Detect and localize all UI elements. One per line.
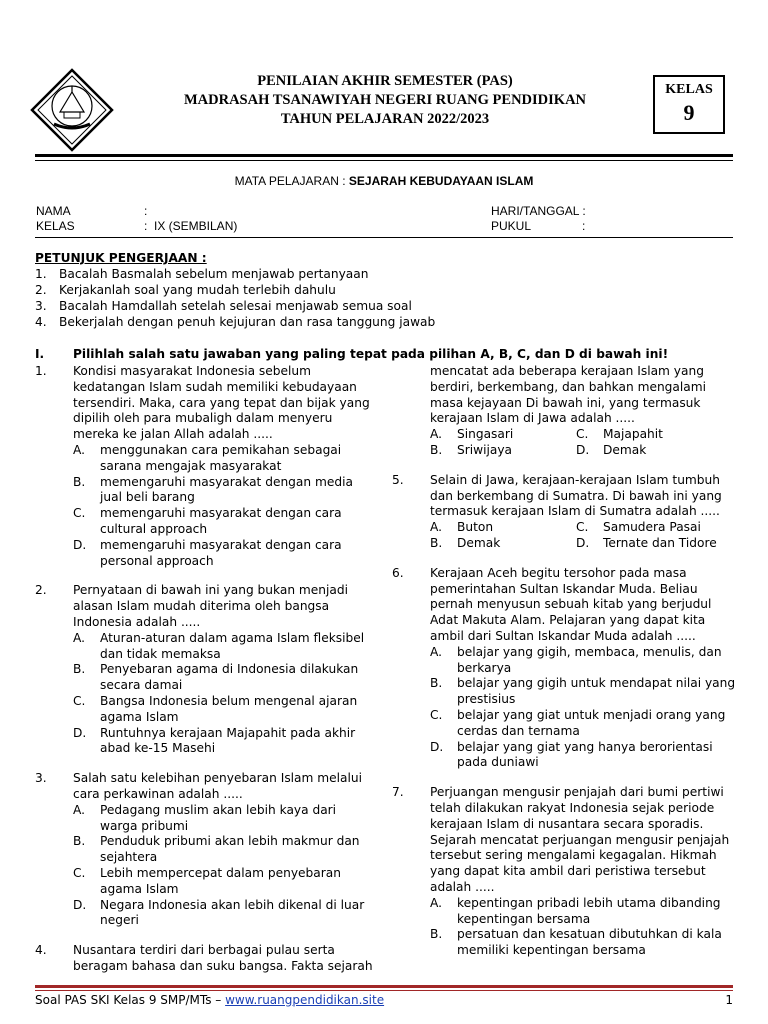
section-number: I. [35,347,45,361]
ministry-logo-icon [30,68,114,152]
class-number: 9 [683,100,695,125]
option-c: C. memengaruhi masyarakat dengan cara cultural approach [73,506,342,536]
option-a: A. belajar yang gigih, membaca, menulis, dan berkarya [430,644,722,675]
question-text-part-2: mencatat ada beberapa kerajaan Islam yang berdiri, berkembang, dan bahkan mengalami masa kejayaan Di bawah ini, yang termasuk kerajaan Islam di Jawa adalah ..... [430,364,707,426]
header-line-1: PENILAIAN AKHIR SEMESTER (PAS) [257,73,513,89]
instruction-item: 4. Bekerjalah dengan penuh kejujuran dan rasa tanggung jawab [35,315,436,329]
class-field-separator: : [144,219,148,233]
question-text: Salah satu kelebihan penyebaran Islam melalui cara perkawinan adalah ..... [73,771,362,801]
question-4: 4. Nusantara terdiri dari berbagai pulau serta beragam bahasa dan suku bangsa. Fakta sejarah [35,943,375,975]
question-text-part-1: Nusantara terdiri dari berbagai pulau serta beragam bahasa dan suku bangsa. Fakta sejarah [73,943,373,973]
time-separator: : [582,219,586,233]
option-c: C. belajar yang giat untuk menjadi orang yang cerdas dan ternama [430,707,726,738]
footer-website-link[interactable]: www.ruangpendidikan.site [225,993,385,1007]
instructions-title: PETUNJUK PENGERJAAN : [35,251,207,265]
option-b: B. Penyebaran agama di Indonesia dilakukan secara damai [73,662,359,693]
section-heading [35,347,668,361]
option-d: D. Runtuhnya kerajaan Majapahit pada akhir abad ke-15 Masehi [73,725,356,756]
question-text: Selain di Jawa, kerajaan-kerajaan Islam tumbuh dan berkembang di Sumatra. Di bawah ini yang termasuk kerajaan Islam di Sumatra adalah ..... [430,472,722,519]
option-a: A. Buton [430,520,494,535]
option-b: B. belajar yang gigih untuk mendapat nilai yang prestisius [430,676,736,707]
option-b: B. Demak [430,535,501,550]
footer-divider-thick [35,985,733,988]
option-d: D. Demak [576,442,647,457]
class-field-label: KELAS [36,219,75,233]
instruction-item: 2. Kerjakanlah soal yang mudah terlebih dahulu [35,283,336,297]
option-b: B. memengaruhi masyarakat dengan media jual beli barang [73,474,353,505]
time-label: PUKUL [491,219,532,233]
date-label: HARI/TANGGAL : [491,204,586,218]
header-line-3: TAHUN PELAJARAN 2022/2023 [280,111,490,127]
footer-divider-thin [35,990,733,991]
left-column [35,364,375,975]
option-c: C. Lebih mempercepat dalam penyebaran agama Islam [73,865,341,896]
question-text: Kerajaan Aceh begitu tersohor pada masa pemerintahan Sultan Iskandar Muda. Beliau pernah menyusun sebuah kitab yang berjudul Adat Makuta Alam. Pelajaran yang dapat kita ambil dari Sultan Iskandar Muda adalah ..... [430,565,712,643]
class-box [653,75,725,134]
option-a: A. Pedagang muslim akan lebih kaya dari warga pribumi [73,802,337,833]
option-a: A. menggunakan cara pemikahan sebagai sarana mengajak masyarakat [73,442,342,473]
option-b: B. Penduduk pribumi akan lebih makmur dan sejahtera [73,834,360,865]
option-b: B. Sriwijaya [430,442,513,457]
exam-header [130,72,640,129]
instruction-item: 1. Bacalah Basmalah sebelum menjawab pertanyaan [35,267,369,281]
page-number: 1 [725,993,733,1007]
class-field-value: IX (SEMBILAN) [154,219,238,233]
option-b: B. persatuan dan kesatuan dibutuhkan di kala memiliki kepentingan bersama [430,927,722,958]
option-d: D. memengaruhi masyarakat dengan cara personal approach [73,537,342,568]
subject-label: MATA PELAJARAN : [234,174,346,188]
header-line-2: MADRASAH TSANAWIYAH NEGERI RUANG PENDIDIKAN [183,92,587,108]
option-c: C. Majapahit [576,427,663,442]
info-divider [35,237,733,238]
instructions [35,250,435,330]
question-7: 7. Perjuangan mengusir penjajah dari bumi pertiwi telah dilakukan rakyat Indonesia sejak periode kerajaan Islam di nusantara secara sporadis. Sejarah mencatat perjuangan mengusir penjajah tersebut sering mengalami kegagalan. Hikmah yang dapat kita ambil dari peristiwa tersebut adalah ..... A. kepentingan pribadi lebih utama dibanding kepentingan bersama B. persatuan dan kesatuan dibutuhkan di kala memiliki kepentingan bersama [392,785,737,959]
right-column [392,364,737,959]
question-text: Pernyataan di bawah ini yang bukan menjadi alasan Islam mudah diterima oleh bangsa Indonesia adalah ..... [73,583,348,629]
option-c: C. Bangsa Indonesia belum mengenal ajaran agama Islam [73,693,358,724]
option-d: D. Negara Indonesia akan lebih dikenal di luar negeri [73,897,365,928]
question-text: Kondisi masyarakat Indonesia sebelum kedatangan Islam sudah memiliki kebudayaan tersendiri. Maka, cara yang tepat dan bijak yang dipilih oleh para mubaligh dalam menyeru mereka ke jalan Allah adalah ..... [73,364,370,442]
option-c: C. Samudera Pasai [576,520,701,535]
option-a: A. Aturan-aturan dalam agama Islam fleksibel dan tidak memaksa [73,630,365,661]
section-instruction: Pilihlah salah satu jawaban yang paling tepat pada pilihan A, B, C, dan D di bawah ini! [73,347,669,361]
option-a: A. Singasari [430,427,514,442]
name-separator: : [144,204,148,218]
question-4-continued [392,364,737,459]
instruction-item: 3. Bacalah Hamdallah setelah selesai menjawab semua soal [35,299,412,313]
subject-line [0,174,768,188]
footer-text: Soal PAS SKI Kelas 9 SMP/MTs – [35,993,226,1007]
option-a: A. kepentingan pribadi lebih utama dibanding kepentingan bersama [430,895,721,926]
header-divider-thin [35,160,733,161]
name-label: NAMA [36,204,71,218]
option-d: D. Ternate dan Tidore [576,535,717,550]
class-label: KELAS [665,82,713,97]
question-5: 5. Selain di Jawa, kerajaan-kerajaan Islam tumbuh dan berkembang di Sumatra. Di bawah ini yang termasuk kerajaan Islam di Sumatra adalah ..... A. Buton C. Samudera Pasai B. Demak D. Ternate dan Tidore [392,473,737,552]
footer [35,993,733,1007]
header-divider-thick [35,154,733,157]
question-text: Perjuangan mengusir penjajah dari bumi pertiwi telah dilakukan rakyat Indonesia sejak periode kerajaan Islam di nusantara secara sporadis. Sejarah mencatat perjuangan mengusir penjajah tersebut sering mengalami kegagalan. Hikmah yang dapat kita ambil dari peristiwa tersebut adalah ..... [430,785,730,894]
question-6: 6. Kerajaan Aceh begitu tersohor pada masa pemerintahan Sultan Iskandar Muda. Beliau pernah menyusun sebuah kitab yang berjudul Adat Makuta Alam. Pelajaran yang dapat kita ambil dari Sultan Iskandar Muda adalah ..... A. belajar yang gigih, membaca, menulis, dan berkarya B. belajar yang gigih untuk mendapat nilai yang prestisius C. belajar yang giat untuk menjadi orang yang cerdas dan ternama D. belajar yang giat yang hanya berorientasi pada duniawi [392,565,736,770]
question-2: 2. Pernyataan di bawah ini yang bukan menjadi alasan Islam mudah diterima oleh bangsa Indonesia adalah ..... A. Aturan-aturan dalam agama Islam fleksibel dan tidak memaksa B. Penyebaran agama di Indonesia dilakukan secara damai C. Bangsa Indonesia belum mengenal ajaran agama Islam D. Runtuhnya kerajaan Majapahit pada akhir abad ke-15 Masehi [35,583,375,757]
question-3: 3. Salah satu kelebihan penyebaran Islam melalui cara perkawinan adalah ..... A. Pedagang muslim akan lebih kaya dari warga pribumi B. Penduduk pribumi akan lebih makmur dan sejahtera C. Lebih mempercepat dalam penyebaran agama Islam D. Negara Indonesia akan lebih dikenal di luar negeri [35,771,375,929]
subject-value: SEJARAH KEBUDAYAAN ISLAM [348,174,534,188]
option-d: D. belajar yang giat yang hanya berorientasi pada duniawi [430,739,713,770]
question-1: 1. Kondisi masyarakat Indonesia sebelum kedatangan Islam sudah memiliki kebudayaan tersendiri. Maka, cara yang tepat dan bijak yang dipilih oleh para mubaligh dalam menyeru mereka ke jalan Allah adalah ..... A. menggunakan cara pemikahan sebagai sarana mengajak masyarakat B. memengaruhi masyarakat dengan media jual beli barang C. memengaruhi masyarakat dengan cara cultural approach D. memengaruhi masyarakat dengan cara personal approach [35,364,375,569]
